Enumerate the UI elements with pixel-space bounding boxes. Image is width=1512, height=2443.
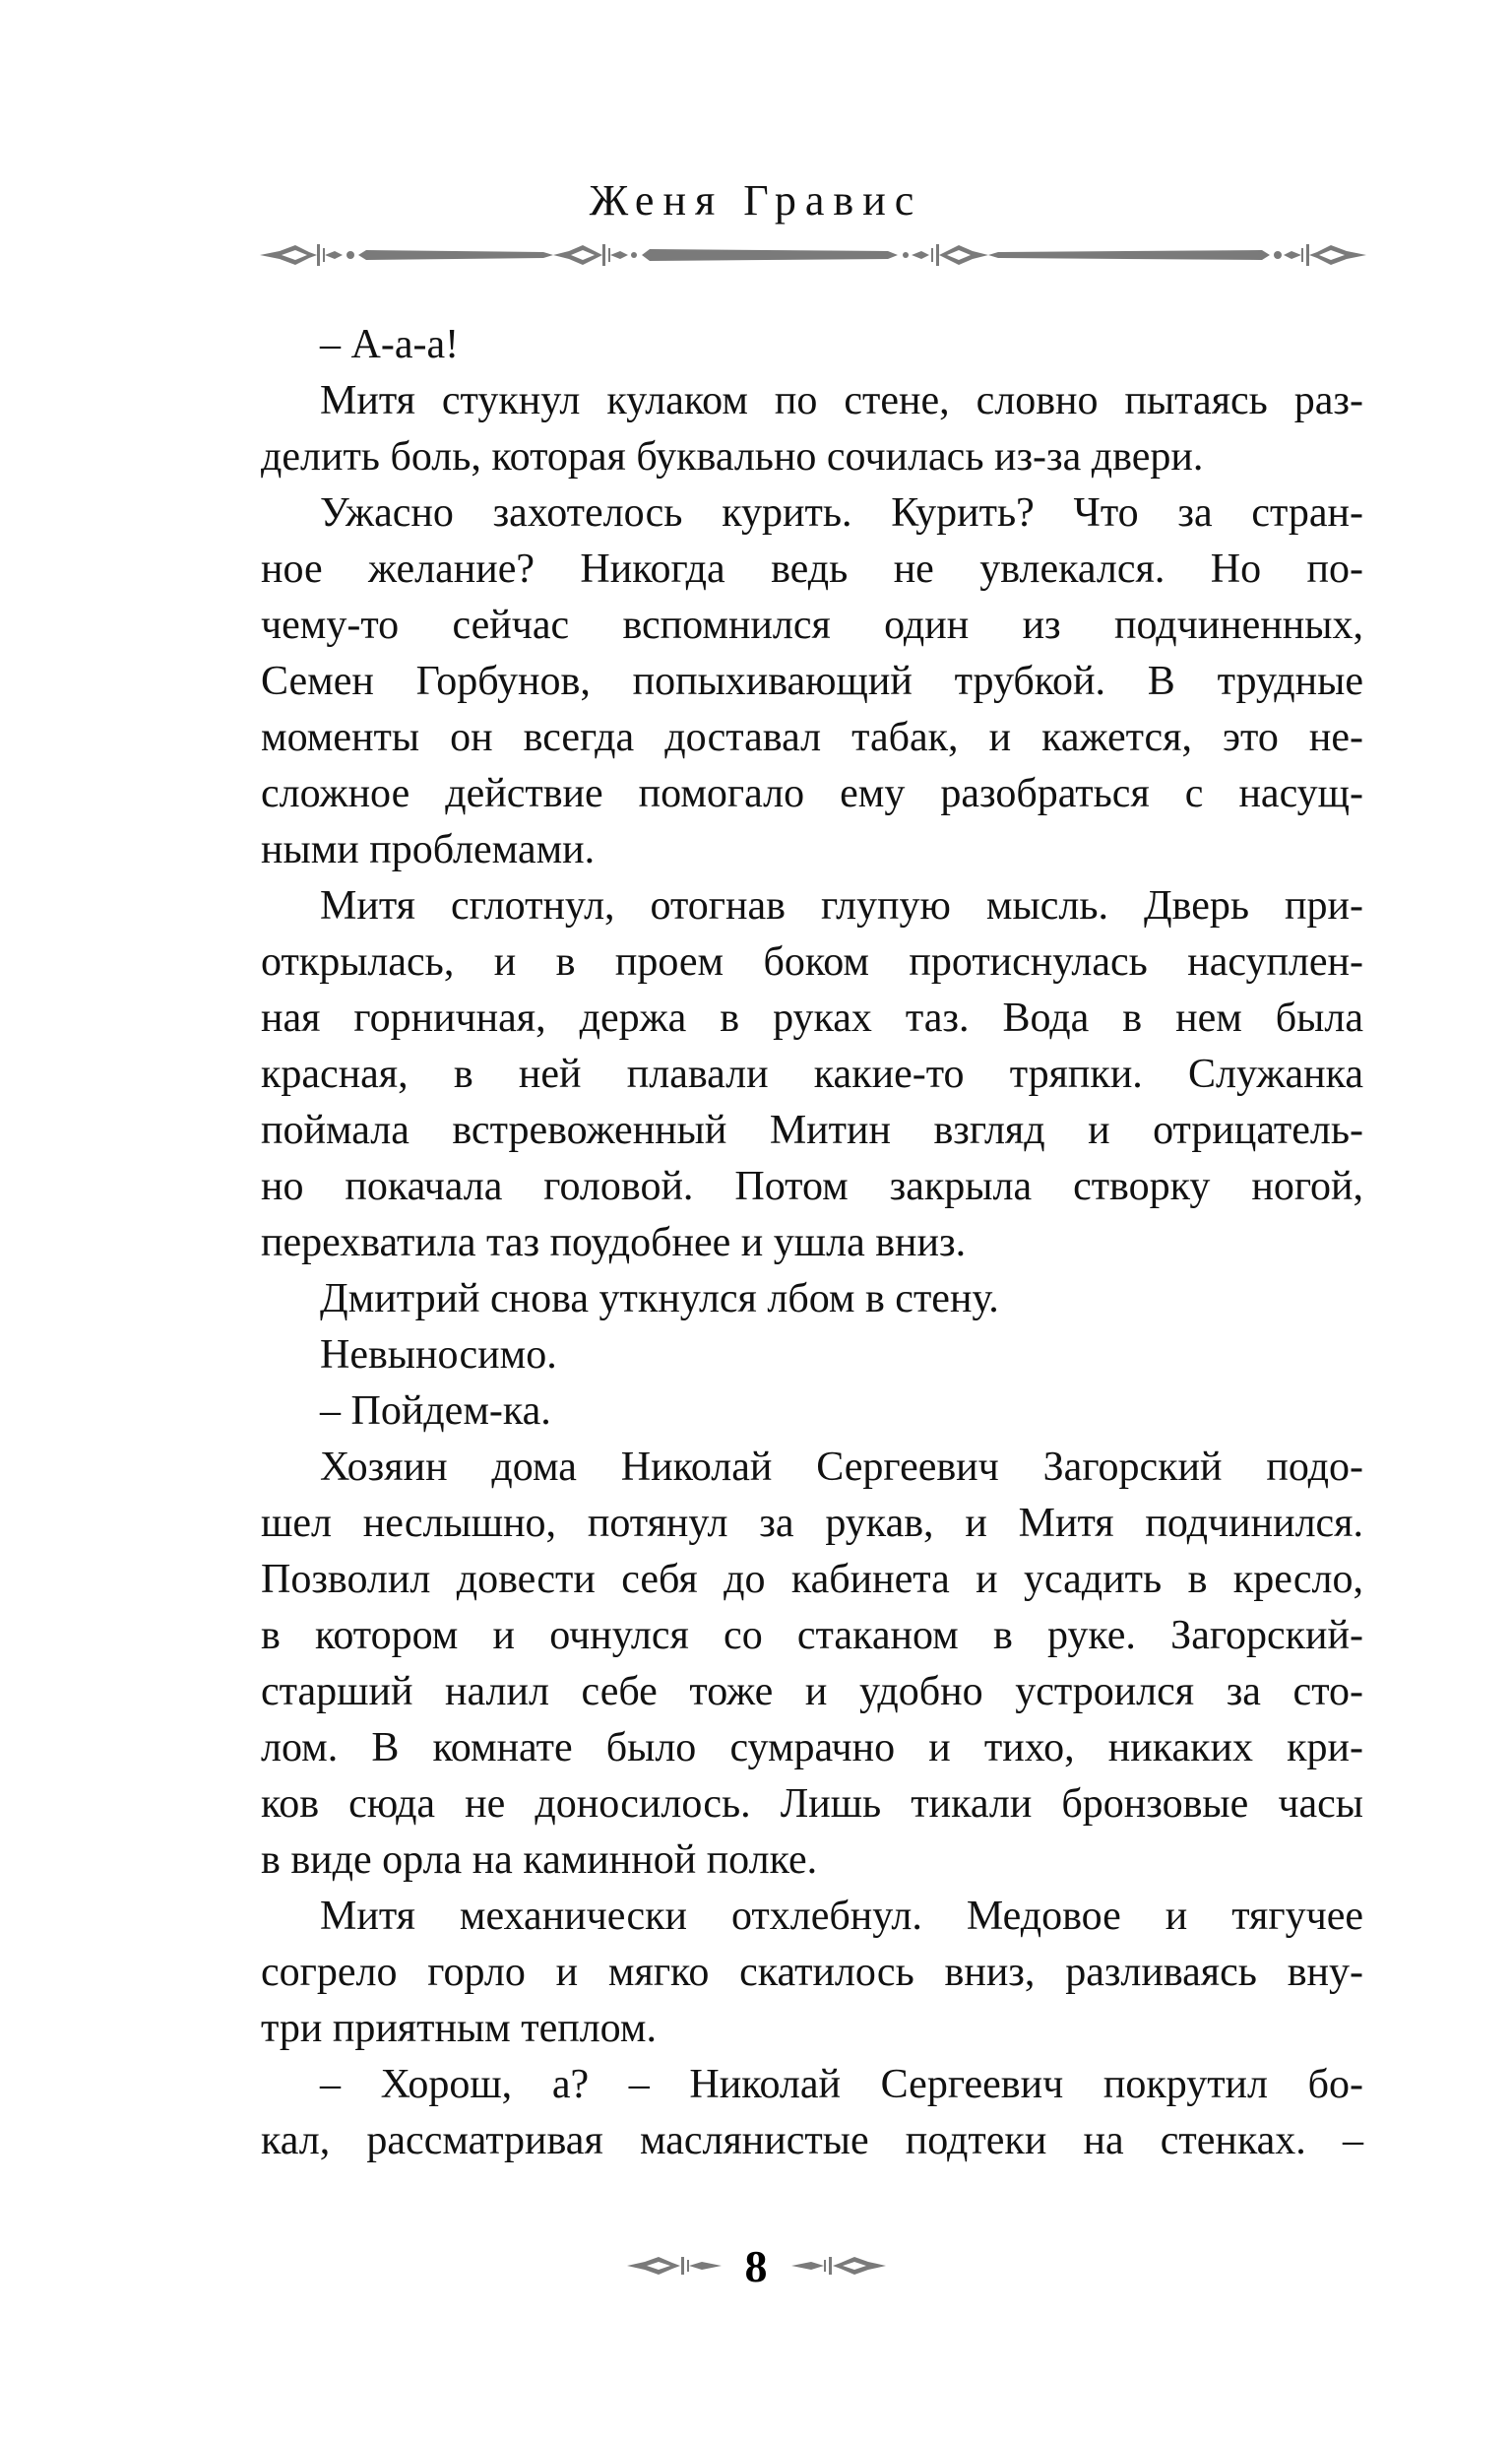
text-line: ное желание? Никогда ведь не увлекался. Но по-: [261, 546, 1363, 592]
text-line: делить боль, которая буквально сочилась из-за двери.: [261, 434, 1204, 480]
text-line: ная горничная, держа в руках таз. Вода в нем была: [261, 996, 1363, 1041]
text-line: лом. В комнате было сумрачно и тихо, никаких кри-: [261, 1725, 1363, 1770]
text-line: Митя механически отхлебнул. Медовое и тягучее: [320, 1894, 1363, 1939]
text-line: Митя стукнул кулаком по стене, словно пытаясь раз-: [320, 378, 1363, 423]
text-line: но покачала головой. Потом закрыла створку ногой,: [261, 1164, 1363, 1209]
text-line: Митя сглотнул, отогнав глупую мысль. Дверь при-: [320, 883, 1363, 929]
text-line: шел неслышно, потянул за рукав, и Митя подчинился.: [261, 1501, 1363, 1546]
text-line: – Хорош, а? – Николай Сергеевич покрутил бо-: [320, 2062, 1363, 2107]
text-line: ков сюда не доносилось. Лишь тикали бронзовые часы: [261, 1781, 1363, 1827]
text-line: Дмитрий снова уткнулся лбом в стену.: [320, 1276, 999, 1321]
body-text: [261, 317, 1363, 2169]
text-line: перехватила таз поудобнее и ушла вниз.: [261, 1220, 967, 1265]
text-line: кал, рассматривая маслянистые подтеки на стенках. –: [261, 2118, 1363, 2163]
running-head-author: Женя Гравис: [589, 176, 923, 225]
text-line: – Пойдем-ка.: [320, 1388, 551, 1434]
text-line: в котором и очнулся со стаканом в руке. Загорский-: [261, 1613, 1363, 1658]
text-line: моменты он всегда доставал табак, и кажется, это не-: [261, 715, 1363, 760]
text-line: ными проблемами.: [261, 827, 596, 872]
text-line: поймала встревоженный Митин взгляд и отрицатель-: [261, 1108, 1363, 1153]
text-line: открылась, и в проем боком протиснулась насуплен-: [261, 939, 1363, 985]
text-line: красная, в ней плавали какие-то тряпки. Служанка: [261, 1052, 1363, 1097]
text-line: в виде орла на каминной полке.: [261, 1837, 818, 1883]
page-number: 8: [744, 2240, 768, 2291]
text-line: Ужасно захотелось курить. Курить? Что за стран-: [320, 490, 1363, 536]
header-ornament-divider: [258, 240, 1368, 270]
text-line: сложное действие помогало ему разобраться с насущ-: [261, 771, 1363, 816]
text-line: три приятным теплом.: [261, 2006, 657, 2051]
text-line: старший налил себе тоже и удобно устроился за сто-: [261, 1669, 1363, 1714]
folio-ornament-right-icon: [789, 2254, 888, 2278]
text-line: Хозяин дома Николай Сергеевич Загорский подо-: [320, 1445, 1363, 1490]
ornament-rule-icon: [258, 240, 1368, 270]
folio-ornament-left-icon: [625, 2254, 724, 2278]
text-line: чему-то сейчас вспомнился один из подчиненных,: [261, 603, 1363, 648]
text-line: – А-а-а!: [320, 322, 460, 367]
text-line: Невыносимо.: [320, 1332, 557, 1378]
text-line: Позволил довести себя до кабинета и усадить в кресло,: [261, 1557, 1363, 1602]
page-footer: [0, 2241, 1512, 2290]
text-line: согрело горло и мягко скатилось вниз, разливаясь вну-: [261, 1950, 1363, 1995]
text-line: Семен Горбунов, попыхивающий трубкой. В трудные: [261, 659, 1363, 704]
